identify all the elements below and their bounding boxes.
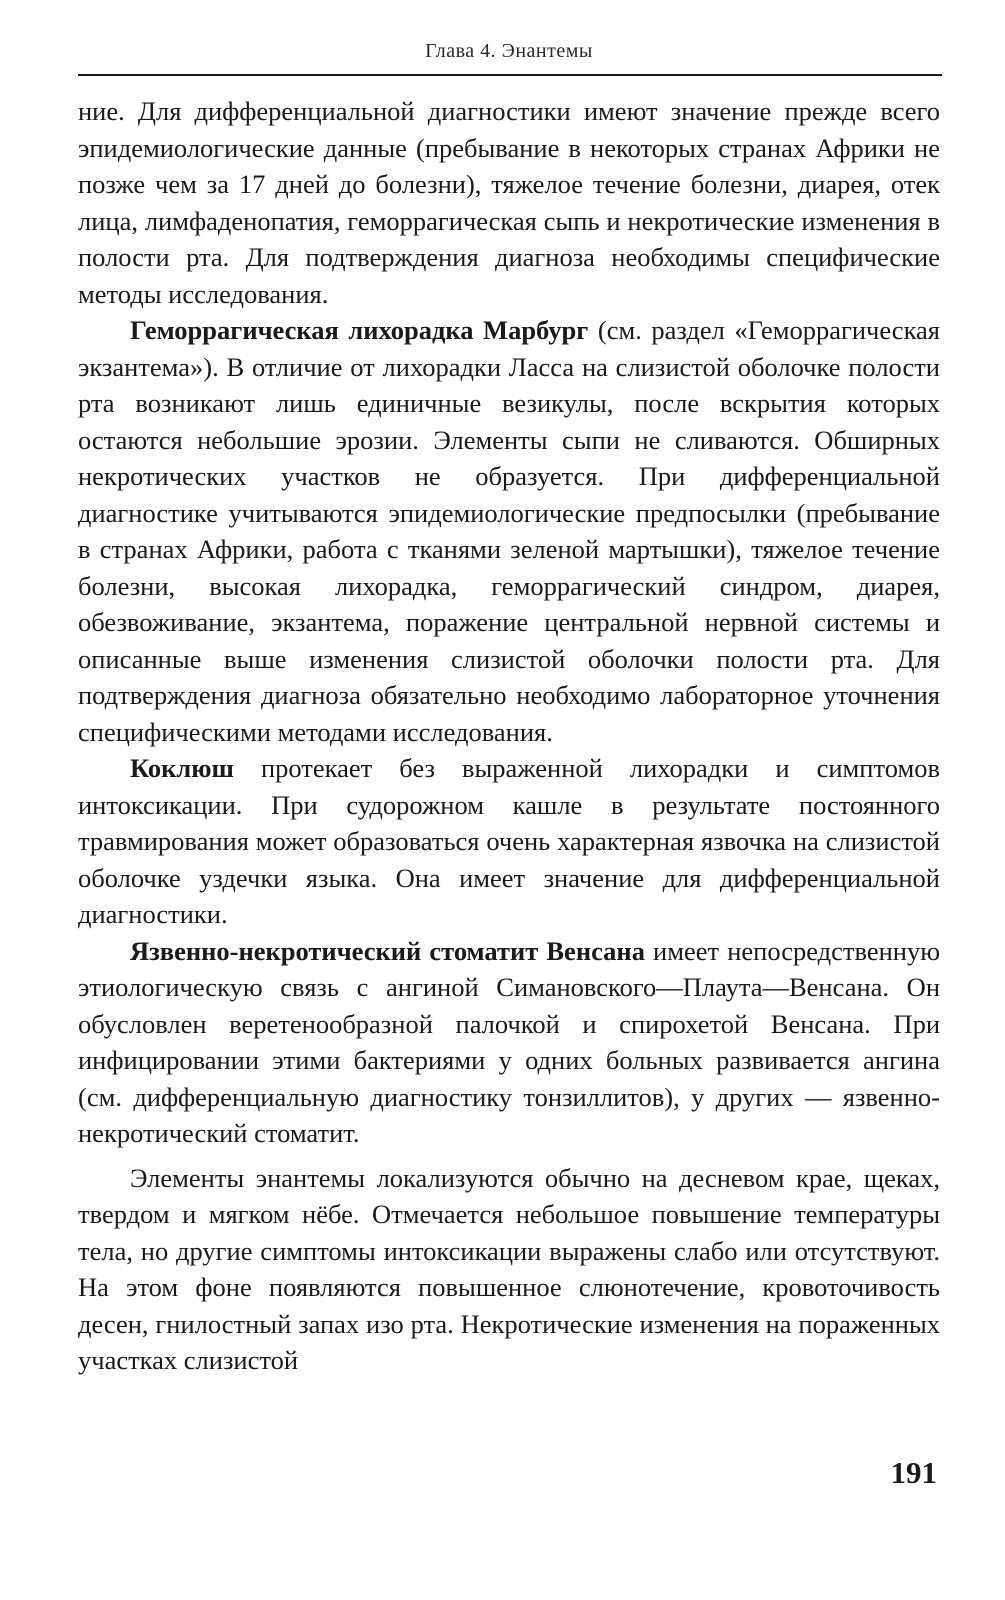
term-vincent: Язвенно-некротический стоматит Венсана xyxy=(130,935,645,966)
paragraph-enanthem-elements xyxy=(78,1160,940,1379)
paragraph-continuation xyxy=(78,93,940,312)
body-text xyxy=(78,93,940,1379)
term-marburg: Геморрагическая лихорадка Марбург xyxy=(130,315,589,345)
paragraph-vincent xyxy=(78,933,940,1152)
running-head: Глава 4. Энантемы xyxy=(425,40,593,62)
paragraph-marburg xyxy=(78,312,940,750)
term-pertussis: Коклюш xyxy=(130,753,234,783)
paragraph-text: протекает без выраженной лихорадки и симптомов интоксикации. При судорожном кашле в результате постоянного травмирования может образоваться очень характерная язвочка на слизистой оболочке уздечки языка. Она имеет значение для дифференциальной диагностики. xyxy=(78,753,940,929)
header-rule xyxy=(78,74,942,76)
paragraph-text: (см. раздел «Геморрагическая экзантема»). В отличие от лихорадки Ласса на слизистой оболочке полости рта возникают лишь единичные везикулы, после вскрытия которых остаются небольшие эрозии. Элементы сыпи не сливаются. Обширных некротических участков не образуется. При дифференциальной диагностике учитываются эпидемиологические предпосылки (пребывание в странах Африки, работа с тканями зеленой мартышки), тяжелое течение болезни, высокая лихорадка, геморрагический синдром, диарея, обезвоживание, экзантема, поражение центральной нервной системы и описанные выше изменения слизистой оболочки полости рта. Для подтверждения диагноза обязательно необходимо лабораторное уточнения специфическими методами исследования. xyxy=(78,315,940,747)
paragraph-text: ние. Для дифференциальной диагностики имеют значение прежде всего эпидемиологические данные (пребывание в некоторых странах Африки не позже чем за 17 дней до болезни), тяжелое течение болезни, диарея, отек лица, лимфаденопатия, геморрагическая сыпь и некротические изменения в полости рта. Для подтверждения диагноза необходимы специфические методы исследования. xyxy=(78,96,940,309)
paragraph-pertussis xyxy=(78,750,940,933)
paragraph-text: Элементы энантемы локализуются обычно на десневом крае, щеках, твердом и мягком нёбе. Отмечается небольшое повышение температуры тела, но другие симптомы интоксикации выражены слабо или отсутствуют. На этом фоне появляются повышенное слюнотечение, кровоточивость десен, гнилостный запах изо рта. Некротические изменения на пораженных участках слизистой xyxy=(78,1162,940,1375)
page-number: 191 xyxy=(890,1455,937,1490)
paragraph-text: имеет непосредственную этиологическую связь с ангиной Симановского—Плаута—Венсана. Он обусловлен веретенообразной палочкой и спирохетой Венсана. При инфицировании этими бактериями у одних больных развивается ангина (см. дифференциальную диагностику тонзиллитов), у других — язвенно-некротический стоматит. xyxy=(78,935,941,1148)
